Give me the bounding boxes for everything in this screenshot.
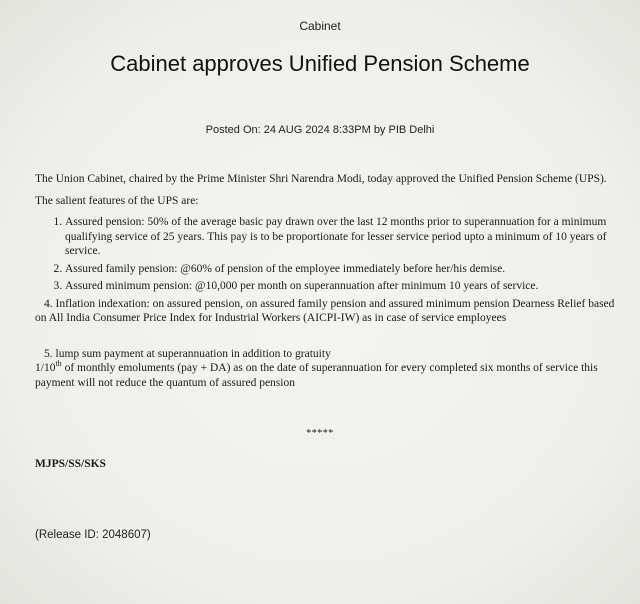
category-label: Cabinet	[299, 19, 341, 33]
feature-item-5-first-line	[35, 347, 615, 362]
feature-item-4-text: Inflation indexation: on assured pension, on assured family pension and assured minimum pension Dearness Relief based on All India Consumer Price Index for Industrial Workers (AICPI-IW) as in case of service employees	[35, 297, 615, 324]
feature-item-4	[35, 297, 615, 326]
feature-item-5	[35, 347, 615, 391]
features-list	[35, 215, 615, 294]
separator-stars: *****	[306, 428, 334, 439]
reference-code: MJPS/SS/SKS	[35, 458, 106, 470]
feature-item-5-fraction: 1/10	[35, 362, 56, 374]
feature-item: 2. Assured family pension: @60% of pension of the employee immediately before her/his demise.	[65, 262, 615, 277]
feature-item-5-title: lump sum payment at superannuation in addition to gratuity	[55, 347, 331, 360]
feature-item-4-number: 4.	[44, 297, 53, 310]
release-id: (Release ID: 2048607)	[35, 529, 151, 541]
intro-paragraph: The Union Cabinet, chaired by the Prime Minister Shri Narendra Modi, today approved the Unified Pension Scheme (UPS).	[35, 173, 607, 185]
feature-item: 3. Assured minimum pension: @10,000 per month on superannuation after minimum 10 years of service.	[65, 279, 615, 294]
release-body	[35, 172, 615, 390]
feature-item-5-number: 5.	[44, 347, 53, 360]
features-heading: The salient features of the UPS are:	[35, 194, 199, 207]
posted-on-line: Posted On: 24 AUG 2024 8:33PM by PIB Delhi	[205, 124, 435, 136]
feature-item-5-rest: of monthly emoluments (pay + DA) as on the date of superannuation for every completed six months of service this payment will not reduce the quantum of assured pension	[35, 362, 598, 389]
page-title: Cabinet approves Unified Pension Scheme	[110, 51, 530, 76]
feature-item: 1. Assured pension: 50% of the average basic pay drawn over the last 12 months prior to superannuation for a minimum qualifying service of 25 years. This pay is to be proportionate for lesser service period upto a minimum of 10 years of service.	[65, 215, 615, 259]
feature-item-5-superscript: th	[55, 359, 62, 369]
